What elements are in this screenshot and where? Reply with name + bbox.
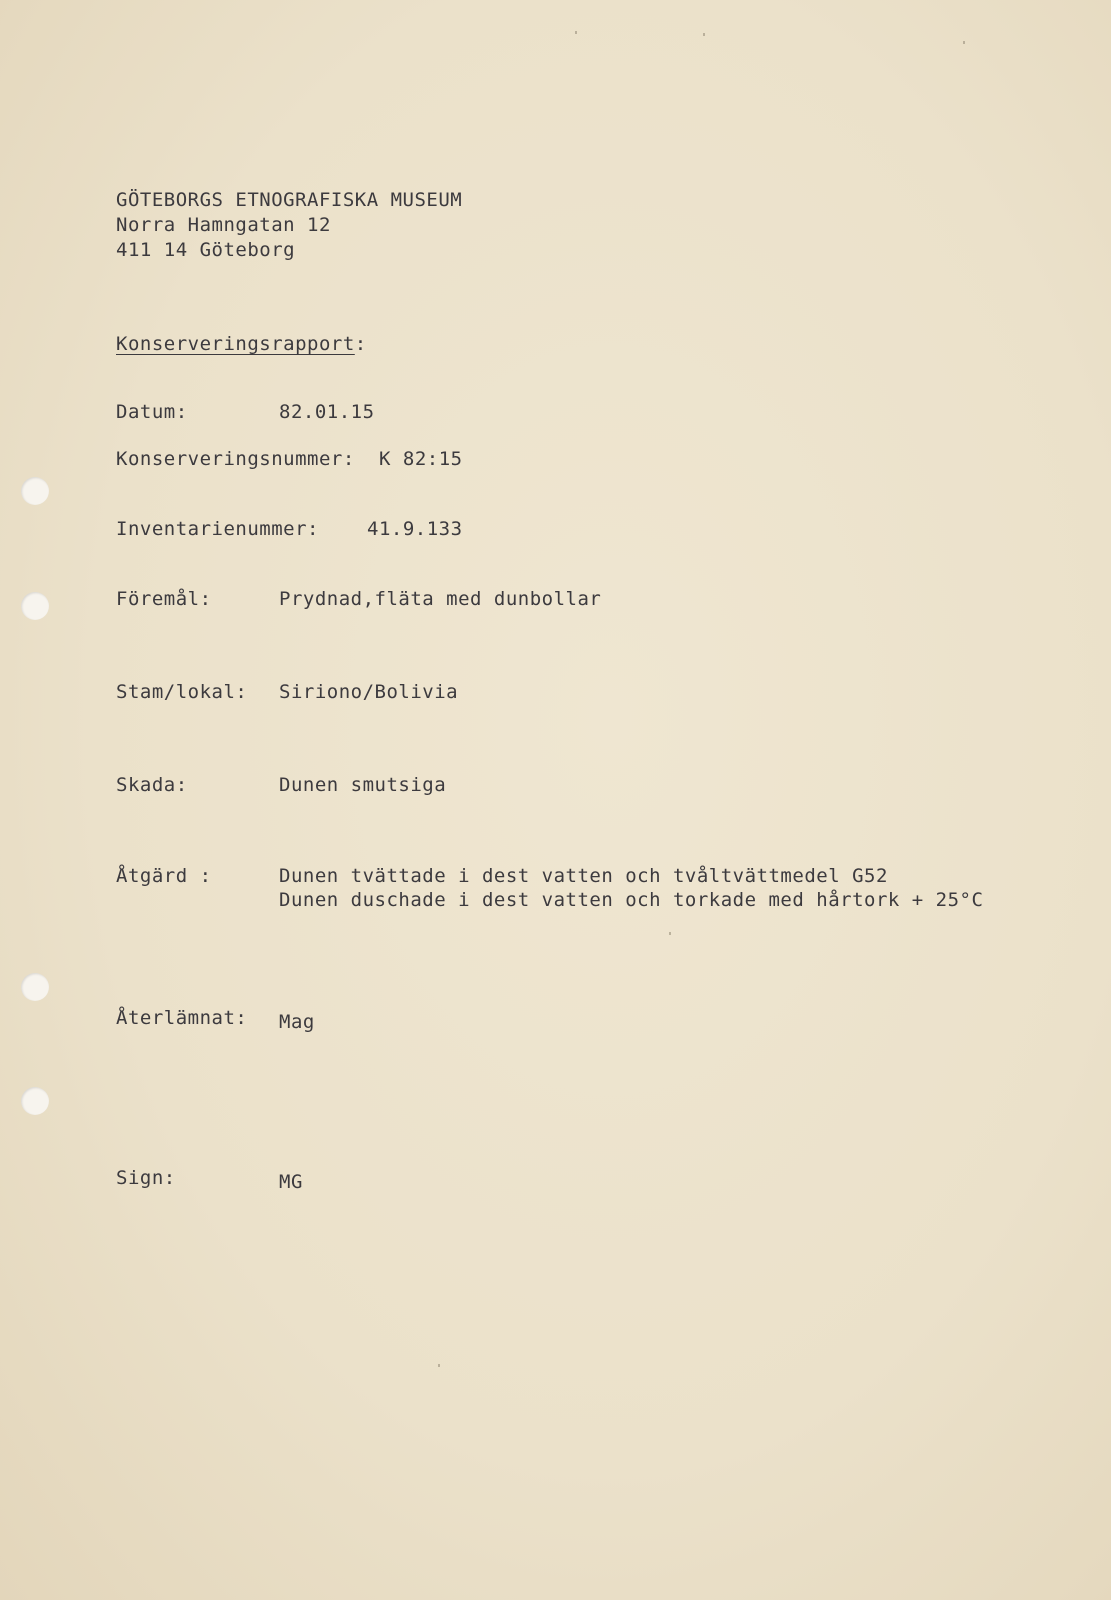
skada-label: Skada:	[116, 774, 188, 796]
institution-name: GÖTEBORGS ETNOGRAFISKA MUSEUM	[116, 189, 463, 211]
sign-value: MG	[279, 1171, 303, 1193]
inventarienummer-value: 41.9.133	[367, 518, 463, 540]
atgard-line-1: Dunen tvättade i dest vatten och tvåltvättmedel G52	[279, 865, 888, 887]
street-address: Norra Hamngatan 12	[116, 214, 331, 236]
datum-value: 82.01.15	[279, 401, 375, 423]
report-title: Konserveringsrapport	[116, 333, 355, 355]
stam-lokal-value: Siriono/Bolivia	[279, 681, 459, 703]
konserveringsnummer-value: K 82:15	[379, 448, 463, 470]
atgard-line-2: Dunen duschade i dest vatten och torkade med hårtork + 25°C	[279, 889, 984, 911]
stam-lokal-label: Stam/lokal:	[116, 681, 248, 703]
foremal-label: Föremål:	[116, 588, 212, 610]
punch-hole	[21, 592, 49, 620]
punch-hole	[21, 973, 49, 1001]
aterlamnat-label: Återlämnat:	[116, 1007, 248, 1029]
foremal-value: Prydnad,fläta med dunbollar	[279, 588, 602, 610]
sign-label: Sign:	[116, 1167, 176, 1189]
punch-hole	[21, 477, 49, 505]
inventarienummer-label: Inventarienummer:	[116, 518, 319, 540]
datum-label: Datum:	[116, 401, 188, 423]
report-title-colon: :	[354, 333, 367, 355]
punch-hole	[21, 1087, 49, 1115]
konserveringsnummer-label: Konserveringsnummer:	[116, 448, 355, 470]
aterlamnat-value: Mag	[279, 1011, 315, 1033]
atgard-label: Åtgärd :	[116, 865, 212, 887]
skada-value: Dunen smutsiga	[279, 774, 447, 796]
report-title-row	[116, 332, 367, 356]
postal-address: 411 14 Göteborg	[116, 239, 296, 261]
